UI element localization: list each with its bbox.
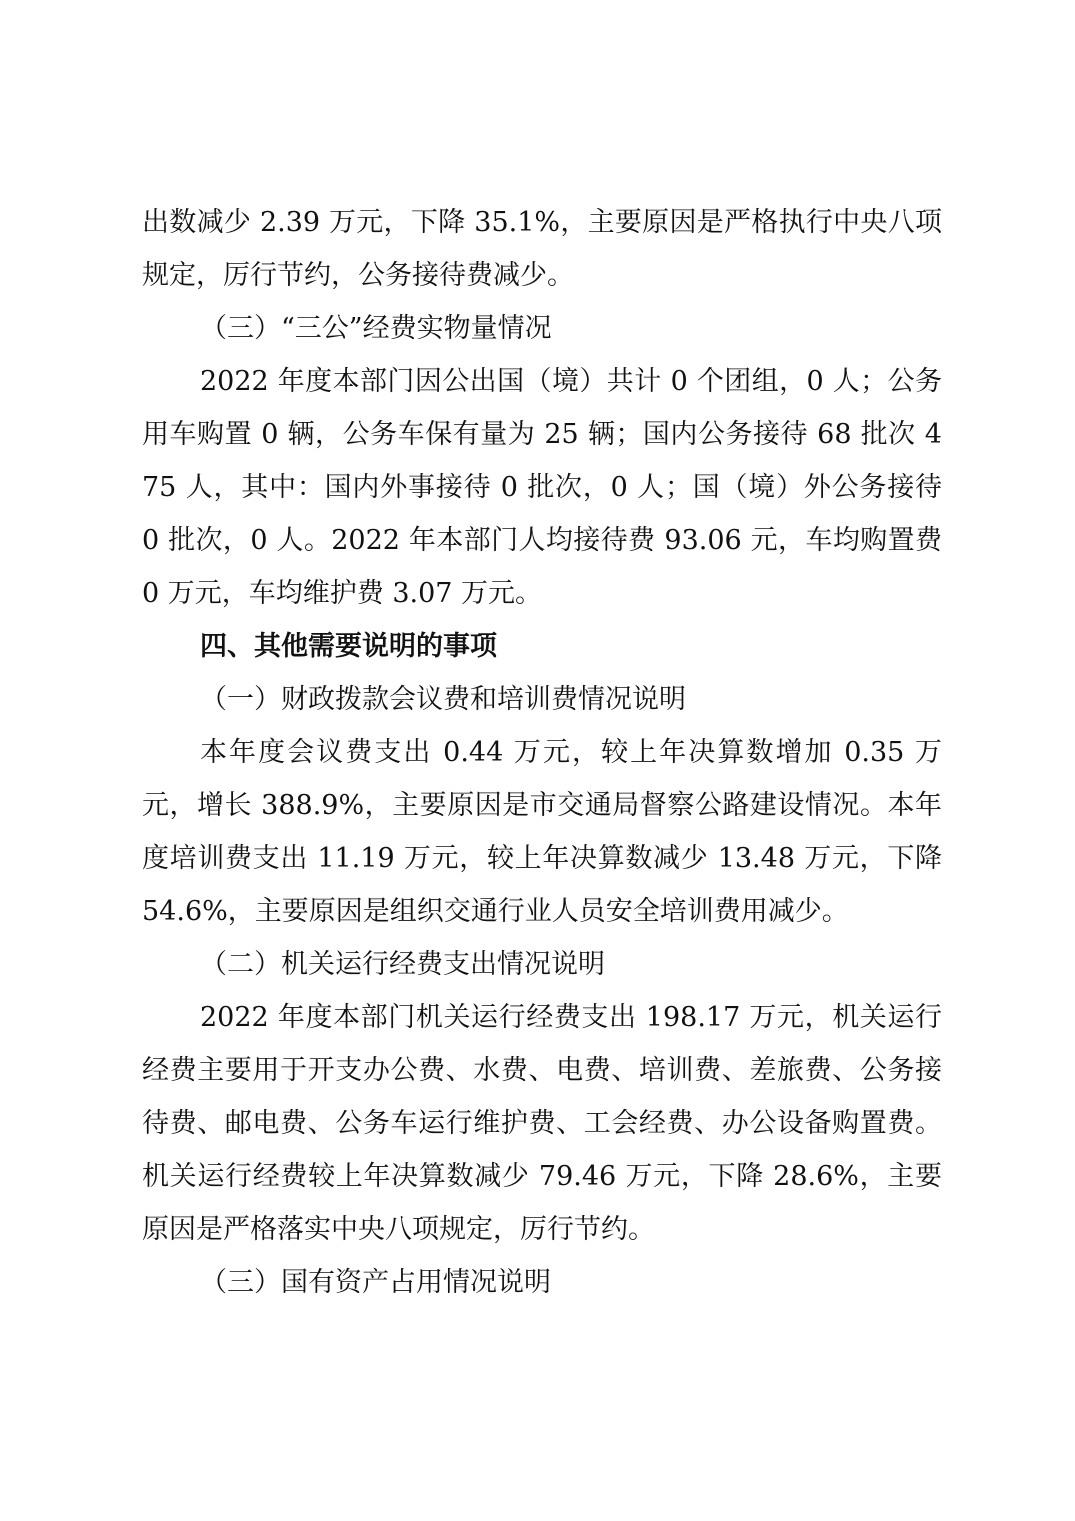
heading-three-public-physical-quantity: （三）“三公”经费实物量情况 — [200, 313, 552, 344]
section-heading-other-matters: 四、其他需要说明的事项 — [200, 631, 497, 662]
paragraph-hospitality-expense-summary: 出数减少 2.39 万元，下降 35.1%，主要原因是严格执行中央八项规定，厉行节约，公务接待费减少。 — [142, 207, 942, 291]
paragraph-three-public-physical-quantity: 2022 年度本部门因公出国（境）共计 0 个团组，0 人；公务用车购置 0 辆，公务车保有量为 25 辆；国内公务接待 68 批次 475 人，其中：国内外事接待 0 批次，0 人；国（境）外公务接待 0 批次，0 人。2022 年本部门人均接待费 93.06 元，车均购置费 0 万元，车均维护费 3.07 万元。 — [142, 366, 942, 609]
paragraph-agency-operating-expenses: 2022 年度本部门机关运行经费支出 198.17 万元，机关运行经费主要用于开支办公费、水费、电费、培训费、差旅费、公务接待费、邮电费、公务车运行维护费、工会经费、办公设备购置费。机关运行经费较上年决算数减少 79.46 万元，下降 28.6%，主要原因是严格落实中央八项规定，厉行节约。 — [142, 1002, 942, 1245]
heading-agency-operating-expenses: （二）机关运行经费支出情况说明 — [200, 949, 605, 980]
document-body — [142, 196, 942, 1309]
paragraph-meeting-training-fees: 本年度会议费支出 0.44 万元，较上年决算数增加 0.35 万元，增长 388.9%，主要原因是市交通局督察公路建设情况。本年度培训费支出 11.19 万元，较上年决算数减少 13.48 万元，下降 54.6%，主要原因是组织交通行业人员安全培训费用减少。 — [142, 737, 942, 927]
heading-meeting-training-fees: （一）财政拨款会议费和培训费情况说明 — [200, 684, 686, 715]
heading-state-assets-occupancy: （三）国有资产占用情况说明 — [200, 1267, 551, 1298]
